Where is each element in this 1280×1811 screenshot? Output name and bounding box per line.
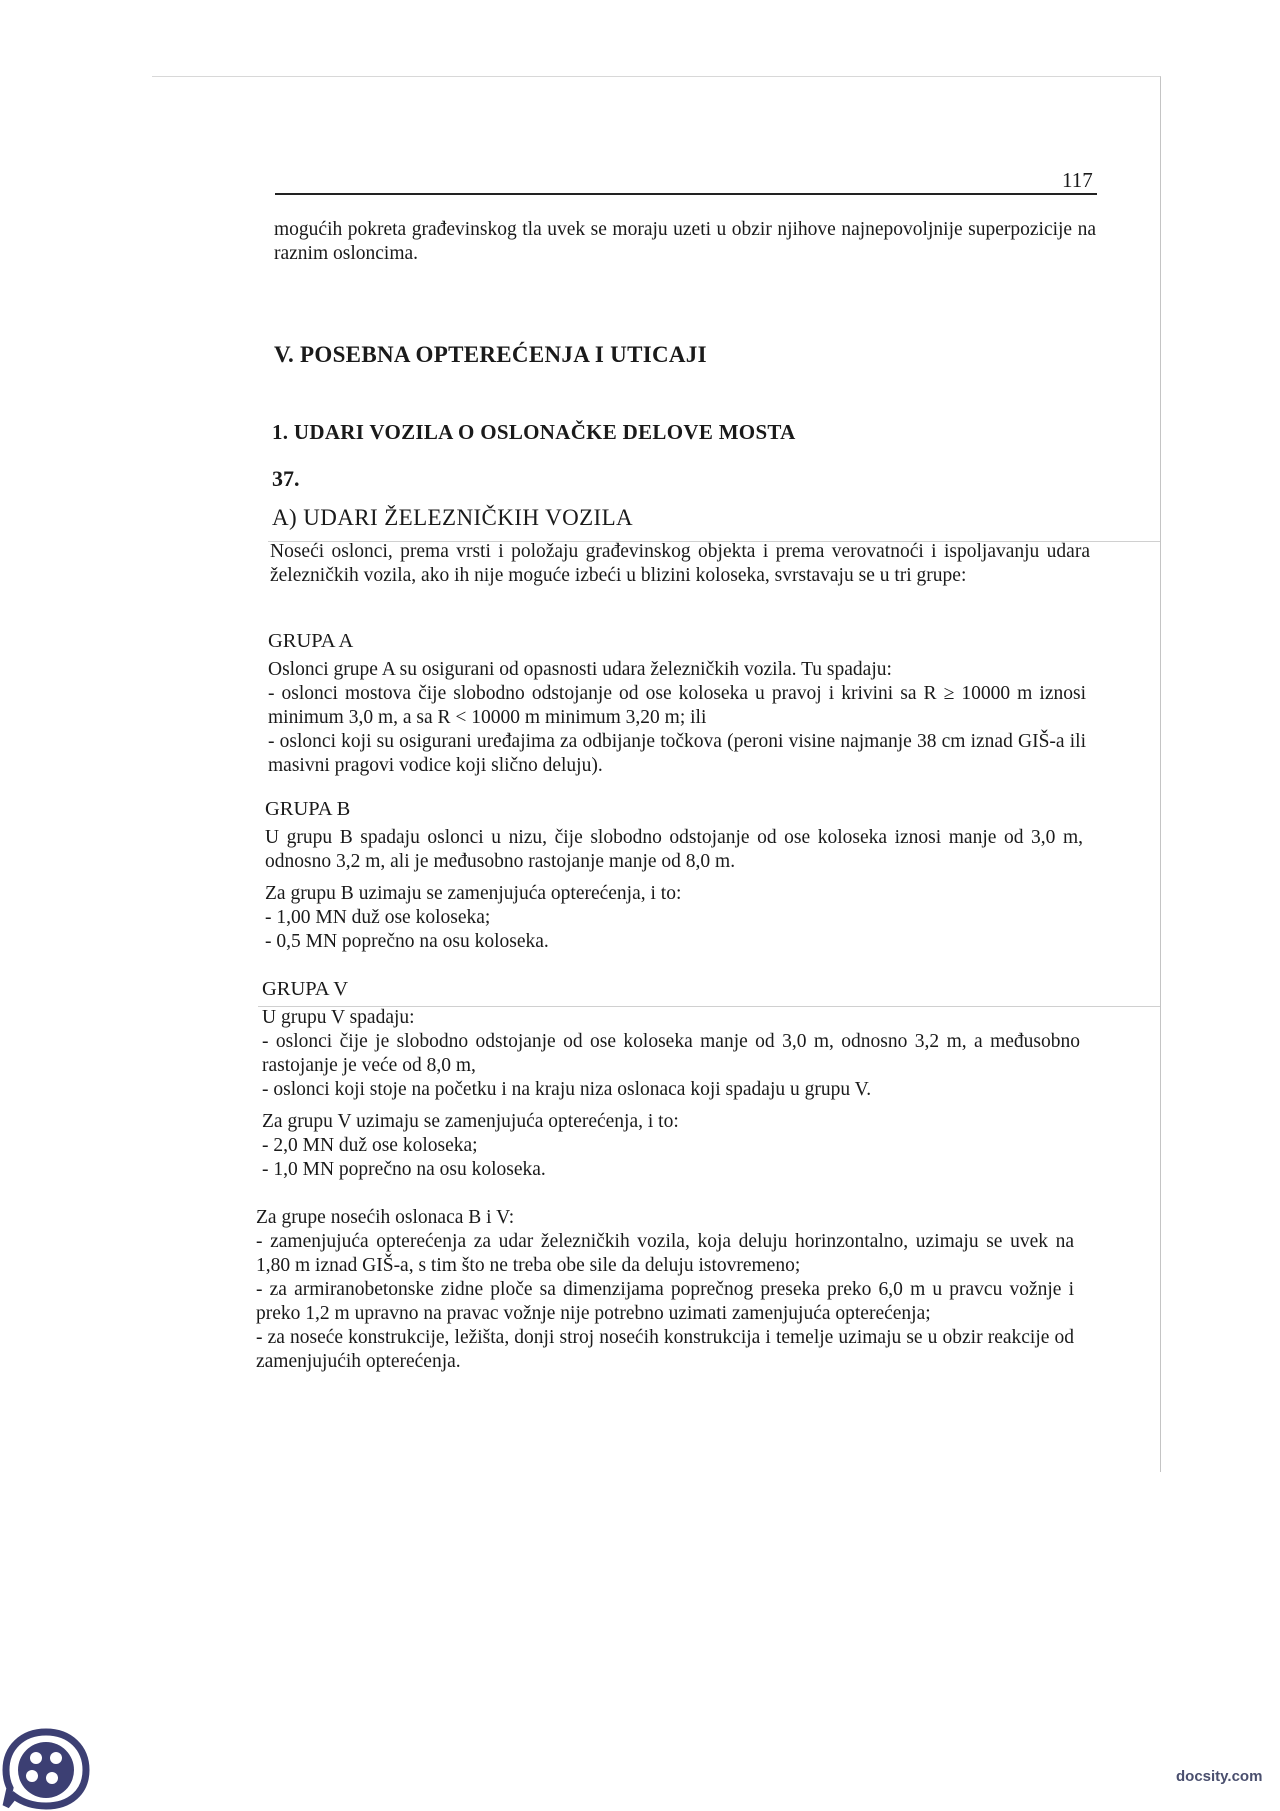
groups-bv-item-1: - zamenjujuća opterećenja za udar železničkih vozila, koja deluju horinzontalno, uzimaju se uvek na 1,80 m iznad GIŠ-a, s tim što ne treba obe sile da deluju istovremeno;: [256, 1231, 1074, 1276]
group-v-load-2: - 1,0 MN poprečno na osu koloseka.: [262, 1159, 546, 1180]
group-a-body: [268, 658, 1086, 778]
intro-paragraph: [274, 218, 1096, 266]
lead-text: Noseći oslonci, prema vrsti i položaju građevinskog objekta i prema verovatnoći i ispoljavanju udara železničkih vozila, ako ih nije moguće izbeći u blizini koloseka, svrstavaju se u tri grupe:: [270, 541, 1090, 586]
docsity-brand-link[interactable]: docsity.com: [1176, 1768, 1263, 1785]
group-v-item-2: - oslonci koji stoje na početku i na kraju niza oslonaca koji spadaju u grupu V.: [262, 1079, 872, 1100]
section-heading: 1. UDARI VOZILA O OSLONAČKE DELOVE MOSTA: [272, 420, 796, 444]
group-a-item-2: - oslonci koji su osigurani uređajima za odbijanje točkova (peroni visine najmanje 38 cm iznad GIŠ-a ili masivni pragovi vodice koji slično deluju).: [268, 731, 1086, 776]
intro-text: mogućih pokreta građevinskog tla uvek se moraju uzeti u obzir njihove najnepovoljnije superpozicije na raznim osloncima.: [274, 219, 1096, 264]
group-a-text: Oslonci grupe A su osigurani od opasnosti udara železničkih vozila. Tu spadaju:: [268, 659, 892, 680]
group-v-body: [262, 1006, 1080, 1182]
group-v-heading: GRUPA V: [262, 978, 349, 1000]
header-rule: [275, 193, 1097, 195]
group-v-loads-intro: Za grupu V uzimaju se zamenjujuća opterećenja, i to:: [262, 1111, 679, 1132]
group-b-text: U grupu B spadaju oslonci u nizu, čije slobodno odstojanje od ose koloseka iznosi manje od 3,0 m, odnosno 3,2 m, ali je međusobno rastojanje manje od 8,0 m.: [265, 827, 1083, 872]
group-v-load-1: - 2,0 MN duž ose koloseka;: [262, 1135, 478, 1156]
groups-bv-body: [256, 1206, 1074, 1374]
group-v-item-1: - oslonci čije je slobodno odstojanje od ose koloseka manje od 3,0 m, odnosno 3,2 m, a međusobno rastojanje je veće od 8,0 m,: [262, 1031, 1080, 1076]
group-b-load-1: - 1,00 MN duž ose koloseka;: [265, 907, 491, 928]
docsity-logo-icon[interactable]: [2, 1726, 90, 1810]
lead-paragraph: [270, 540, 1090, 588]
group-b-load-2: - 0,5 MN poprečno na osu koloseka.: [265, 931, 549, 952]
page-number: 117: [1062, 168, 1093, 192]
subsection-heading: A) UDARI ŽELEZNIČKIH VOZILA: [272, 505, 634, 530]
group-b-heading: GRUPA B: [265, 798, 351, 820]
groups-bv-item-3: - za noseće konstrukcije, ležišta, donji stroj nosećih konstrukcija i temelje uzimaju se u obzir reakcije od zamenjujućih opterećenja.: [256, 1327, 1074, 1372]
group-b-loads-intro: Za grupu B uzimaju se zamenjujuća opterećenja, i to:: [265, 883, 682, 904]
article-number: 37.: [272, 466, 300, 491]
groups-bv-intro: Za grupe nosećih oslonaca B i V:: [256, 1207, 515, 1228]
groups-bv-item-2: - za armiranobetonske zidne ploče sa dimenzijama poprečnog preseka preko 6,0 m u pravcu vožnje i preko 1,2 m upravno na pravac vožnje nije potrebno uzimati zamenjujuća opterećenja;: [256, 1279, 1074, 1324]
group-b-body: [265, 826, 1083, 954]
group-v-text: U grupu V spadaju:: [262, 1007, 415, 1028]
chapter-heading: V. POSEBNA OPTEREĆENJA I UTICAJI: [274, 342, 707, 367]
group-a-item-1: - oslonci mostova čije slobodno odstojanje od ose koloseka u pravoj i krivini sa R ≥ 10000 m iznosi minimum 3,0 m, a sa R < 10000 m minimum 3,20 m; ili: [268, 683, 1086, 728]
group-a-heading: GRUPA A: [268, 630, 354, 652]
